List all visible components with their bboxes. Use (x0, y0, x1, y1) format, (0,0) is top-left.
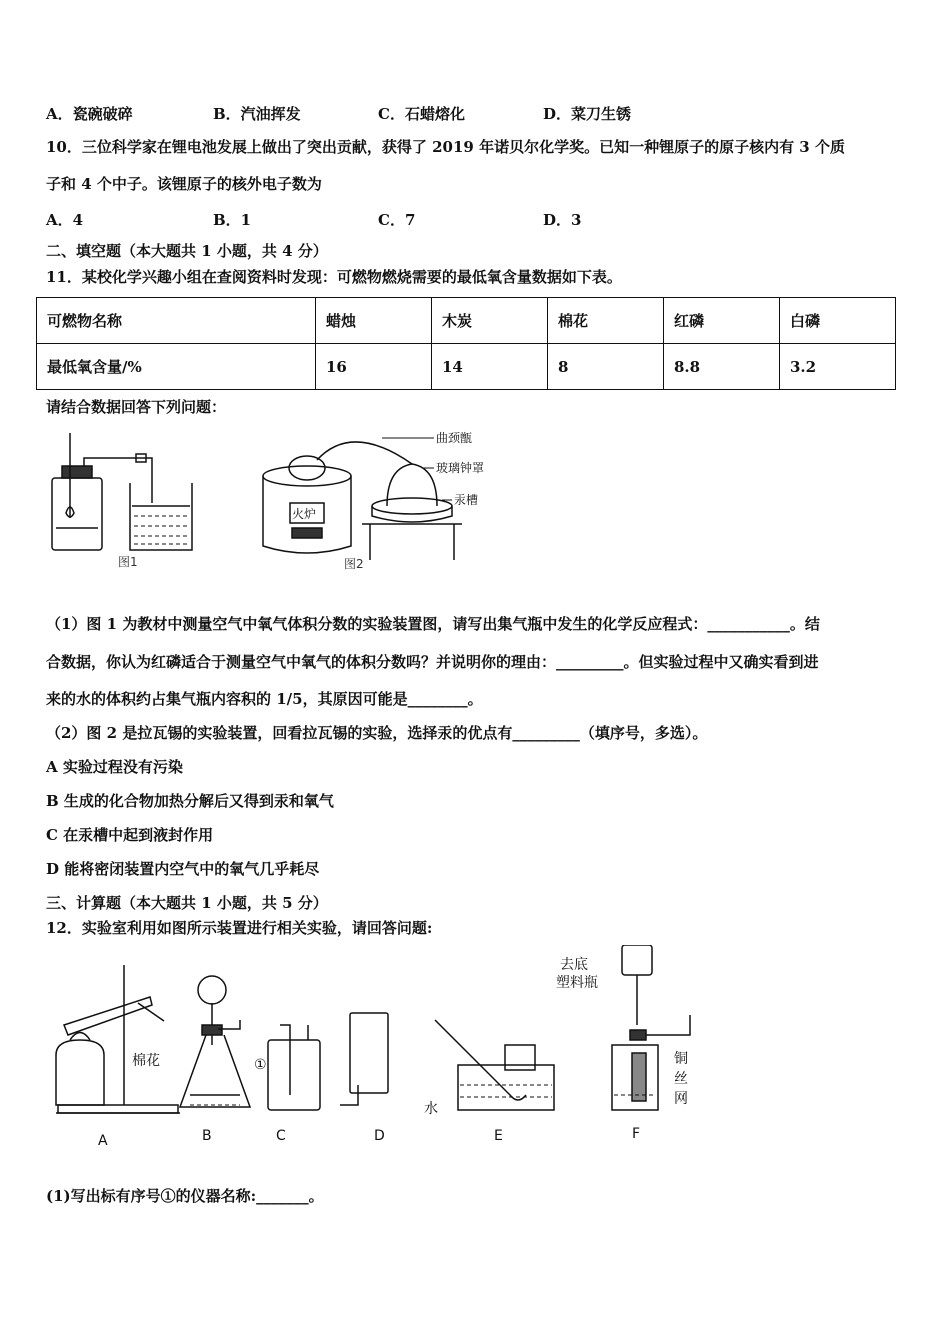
section-heading-2: 二、填空题（本大题共 1 小题，共 4 分） (46, 242, 328, 260)
mercury-trough-label: 汞槽 (454, 493, 479, 507)
table-cell: 棉花 (548, 298, 664, 344)
table-cell: 3.2 (780, 344, 896, 390)
table-cell: 14 (432, 344, 548, 390)
circle-1-label: ① (254, 1057, 267, 1073)
bottle-label-line1: 去底 (560, 957, 588, 973)
q10-line2: 子和 4 个中子。该锂原子的核外电子数为 (46, 175, 322, 193)
q12-part1: (1)写出标有序号①的仪器名称:_______。 (46, 1187, 324, 1205)
copper-label-3: 网 (674, 1091, 688, 1107)
q11-part1-line1: （1）图 1 为教材中测量空气中氧气体积分数的实验装置图，请写出集气瓶中发生的化学反应程式：___________。结 (46, 615, 820, 633)
table-cell: 可燃物名称 (37, 298, 316, 344)
q11-choice-d: D 能将密闭装置内空气中的氧气几乎耗尽 (46, 860, 320, 878)
table-cell: 8 (548, 344, 664, 390)
table-cell: 8.8 (664, 344, 780, 390)
bell-jar-label: 玻璃钟罩 (436, 461, 485, 475)
q11-part2: （2）图 2 是拉瓦锡的实验装置，回看拉瓦锡的实验，选择汞的优点有_________（填序号，多选）。 (46, 724, 708, 742)
section-heading-3: 三、计算题（本大题共 1 小题，共 5 分） (46, 894, 328, 912)
table-cell: 16 (316, 344, 432, 390)
q10-option-a: A．4 (46, 211, 84, 229)
figure-1-caption: 图1 (118, 555, 138, 569)
q9-option-d: D．菜刀生锈 (543, 105, 632, 123)
cotton-label: 棉花 (132, 1053, 160, 1069)
copper-label-2: 丝 (674, 1071, 688, 1087)
q10-line1: 10．三位科学家在锂电池发展上做出了突出贡献，获得了 2019 年诺贝尔化学奖。已知一种锂原子的原子核内有 3 个质 (46, 138, 845, 156)
q9-option-c: C．石蜡熔化 (378, 105, 465, 123)
q11-intro: 11．某校化学兴趣小组在查阅资料时发现：可燃物燃烧需要的最低氧含量数据如下表。 (46, 268, 622, 286)
q10-option-b: B．1 (213, 211, 252, 229)
q11-part1-line3: 来的水的体积约占集气瓶内容积的 1/5，其原因可能是________。 (46, 690, 483, 708)
table-cell: 红磷 (664, 298, 780, 344)
apparatus-label-d: D (374, 1128, 385, 1144)
table-cell: 蜡烛 (316, 298, 432, 344)
q11-choice-a: A 实验过程没有污染 (46, 758, 183, 776)
table-row (37, 344, 896, 390)
retort-label: 曲颈甑 (436, 431, 473, 445)
q11-part1-line2: 合数据，你认为红磷适合于测量空气中氧气的体积分数吗？并说明你的理由：_________。但实验过程中又确实看到进 (46, 653, 819, 671)
q11-choice-c: C 在汞槽中起到液封作用 (46, 826, 214, 844)
apparatus-label-a: A (98, 1133, 108, 1149)
table-row (37, 298, 896, 344)
apparatus-label-f: F (632, 1126, 641, 1142)
table-cell: 木炭 (432, 298, 548, 344)
q9-option-a: A．瓷碗破碎 (46, 105, 133, 123)
q11-choice-b: B 生成的化合物加热分解后又得到汞和氧气 (46, 792, 334, 810)
lab-apparatus-figure (40, 945, 730, 1155)
figure-1-apparatus (40, 428, 210, 578)
water-label: 水 (424, 1101, 438, 1117)
oxygen-table (36, 297, 896, 390)
apparatus-label-b: B (202, 1128, 212, 1144)
bottle-label-line2: 塑料瓶 (556, 975, 598, 991)
copper-label-1: 铜 (674, 1051, 688, 1067)
apparatus-label-c: C (276, 1128, 286, 1144)
figure-2-apparatus (262, 428, 512, 576)
figure-2-caption: 图2 (344, 557, 364, 571)
q10-option-d: D．3 (543, 211, 582, 229)
table-cell: 最低氧含量/% (37, 344, 316, 390)
q11-prompt: 请结合数据回答下列问题： (46, 398, 227, 416)
apparatus-label-e: E (494, 1128, 503, 1144)
q9-option-b: B．汽油挥发 (213, 105, 301, 123)
furnace-label: 火炉 (292, 507, 317, 521)
q10-option-c: C．7 (378, 211, 416, 229)
table-cell: 白磷 (780, 298, 896, 344)
q12-intro: 12．实验室利用如图所示装置进行相关实验，请回答问题: (46, 919, 433, 937)
